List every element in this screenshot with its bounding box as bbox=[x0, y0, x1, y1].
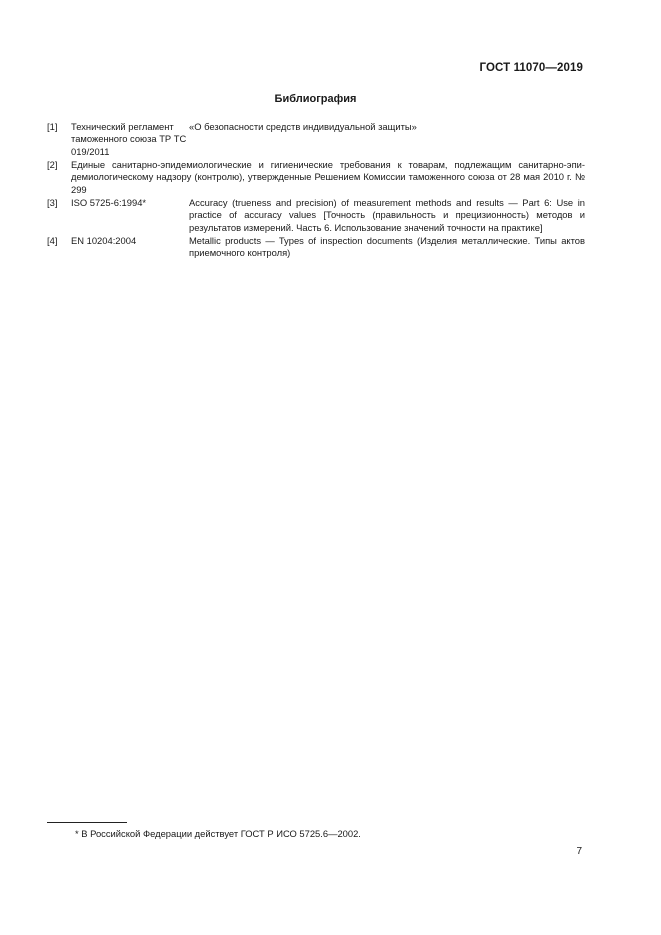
entry-number: [4] bbox=[47, 235, 58, 246]
document-code-header: ГОСТ 11070—2019 bbox=[479, 62, 583, 74]
footnote-divider bbox=[47, 822, 127, 823]
entry-description: Accuracy (trueness and precision) of measurement methods and results — Part 6: Use in practice of accuracy values [Точность (правильность и прецизионность) методов и результатов измерений. Часть 6. Использование значений точности на практике] bbox=[189, 197, 585, 233]
entry-description: Единые санитарно-эпидемиологические и гигиенические требования к товарам, подлежащим санитарно-эпи-демиологическому надзору (контролю), утвержденные Решением Комиссии таможенного союза от 28 мая 2010 г. № 299 bbox=[71, 159, 585, 195]
entry-reference: ISO 5725-6:1994* bbox=[71, 197, 147, 208]
footnote: * В Российской Федерации действует ГОСТ Р ИСО 5725.6—2002. bbox=[75, 828, 361, 839]
bibliography-entry bbox=[47, 235, 585, 261]
entry-reference: Технический регламент таможенного союза ТР ТС 019/2011 bbox=[71, 121, 187, 157]
section-title bbox=[0, 93, 661, 105]
bibliography-entry bbox=[47, 197, 585, 234]
entry-number: [1] bbox=[47, 121, 58, 132]
entry-description: «О безопасности средств индивидуальной защиты» bbox=[189, 121, 417, 132]
page-number: 7 bbox=[576, 846, 582, 857]
section-title-text: Библиография bbox=[274, 93, 357, 105]
bibliography-entry bbox=[47, 159, 585, 196]
bibliography-list bbox=[47, 121, 585, 262]
entry-description: Metallic products — Types of inspection documents (Изделия металлические. Типы актов приемочного контроля) bbox=[189, 235, 585, 259]
bibliography-entry bbox=[47, 121, 585, 158]
entry-number: [3] bbox=[47, 197, 58, 208]
entry-number: [2] bbox=[47, 159, 58, 170]
entry-reference: EN 10204:2004 bbox=[71, 235, 137, 246]
